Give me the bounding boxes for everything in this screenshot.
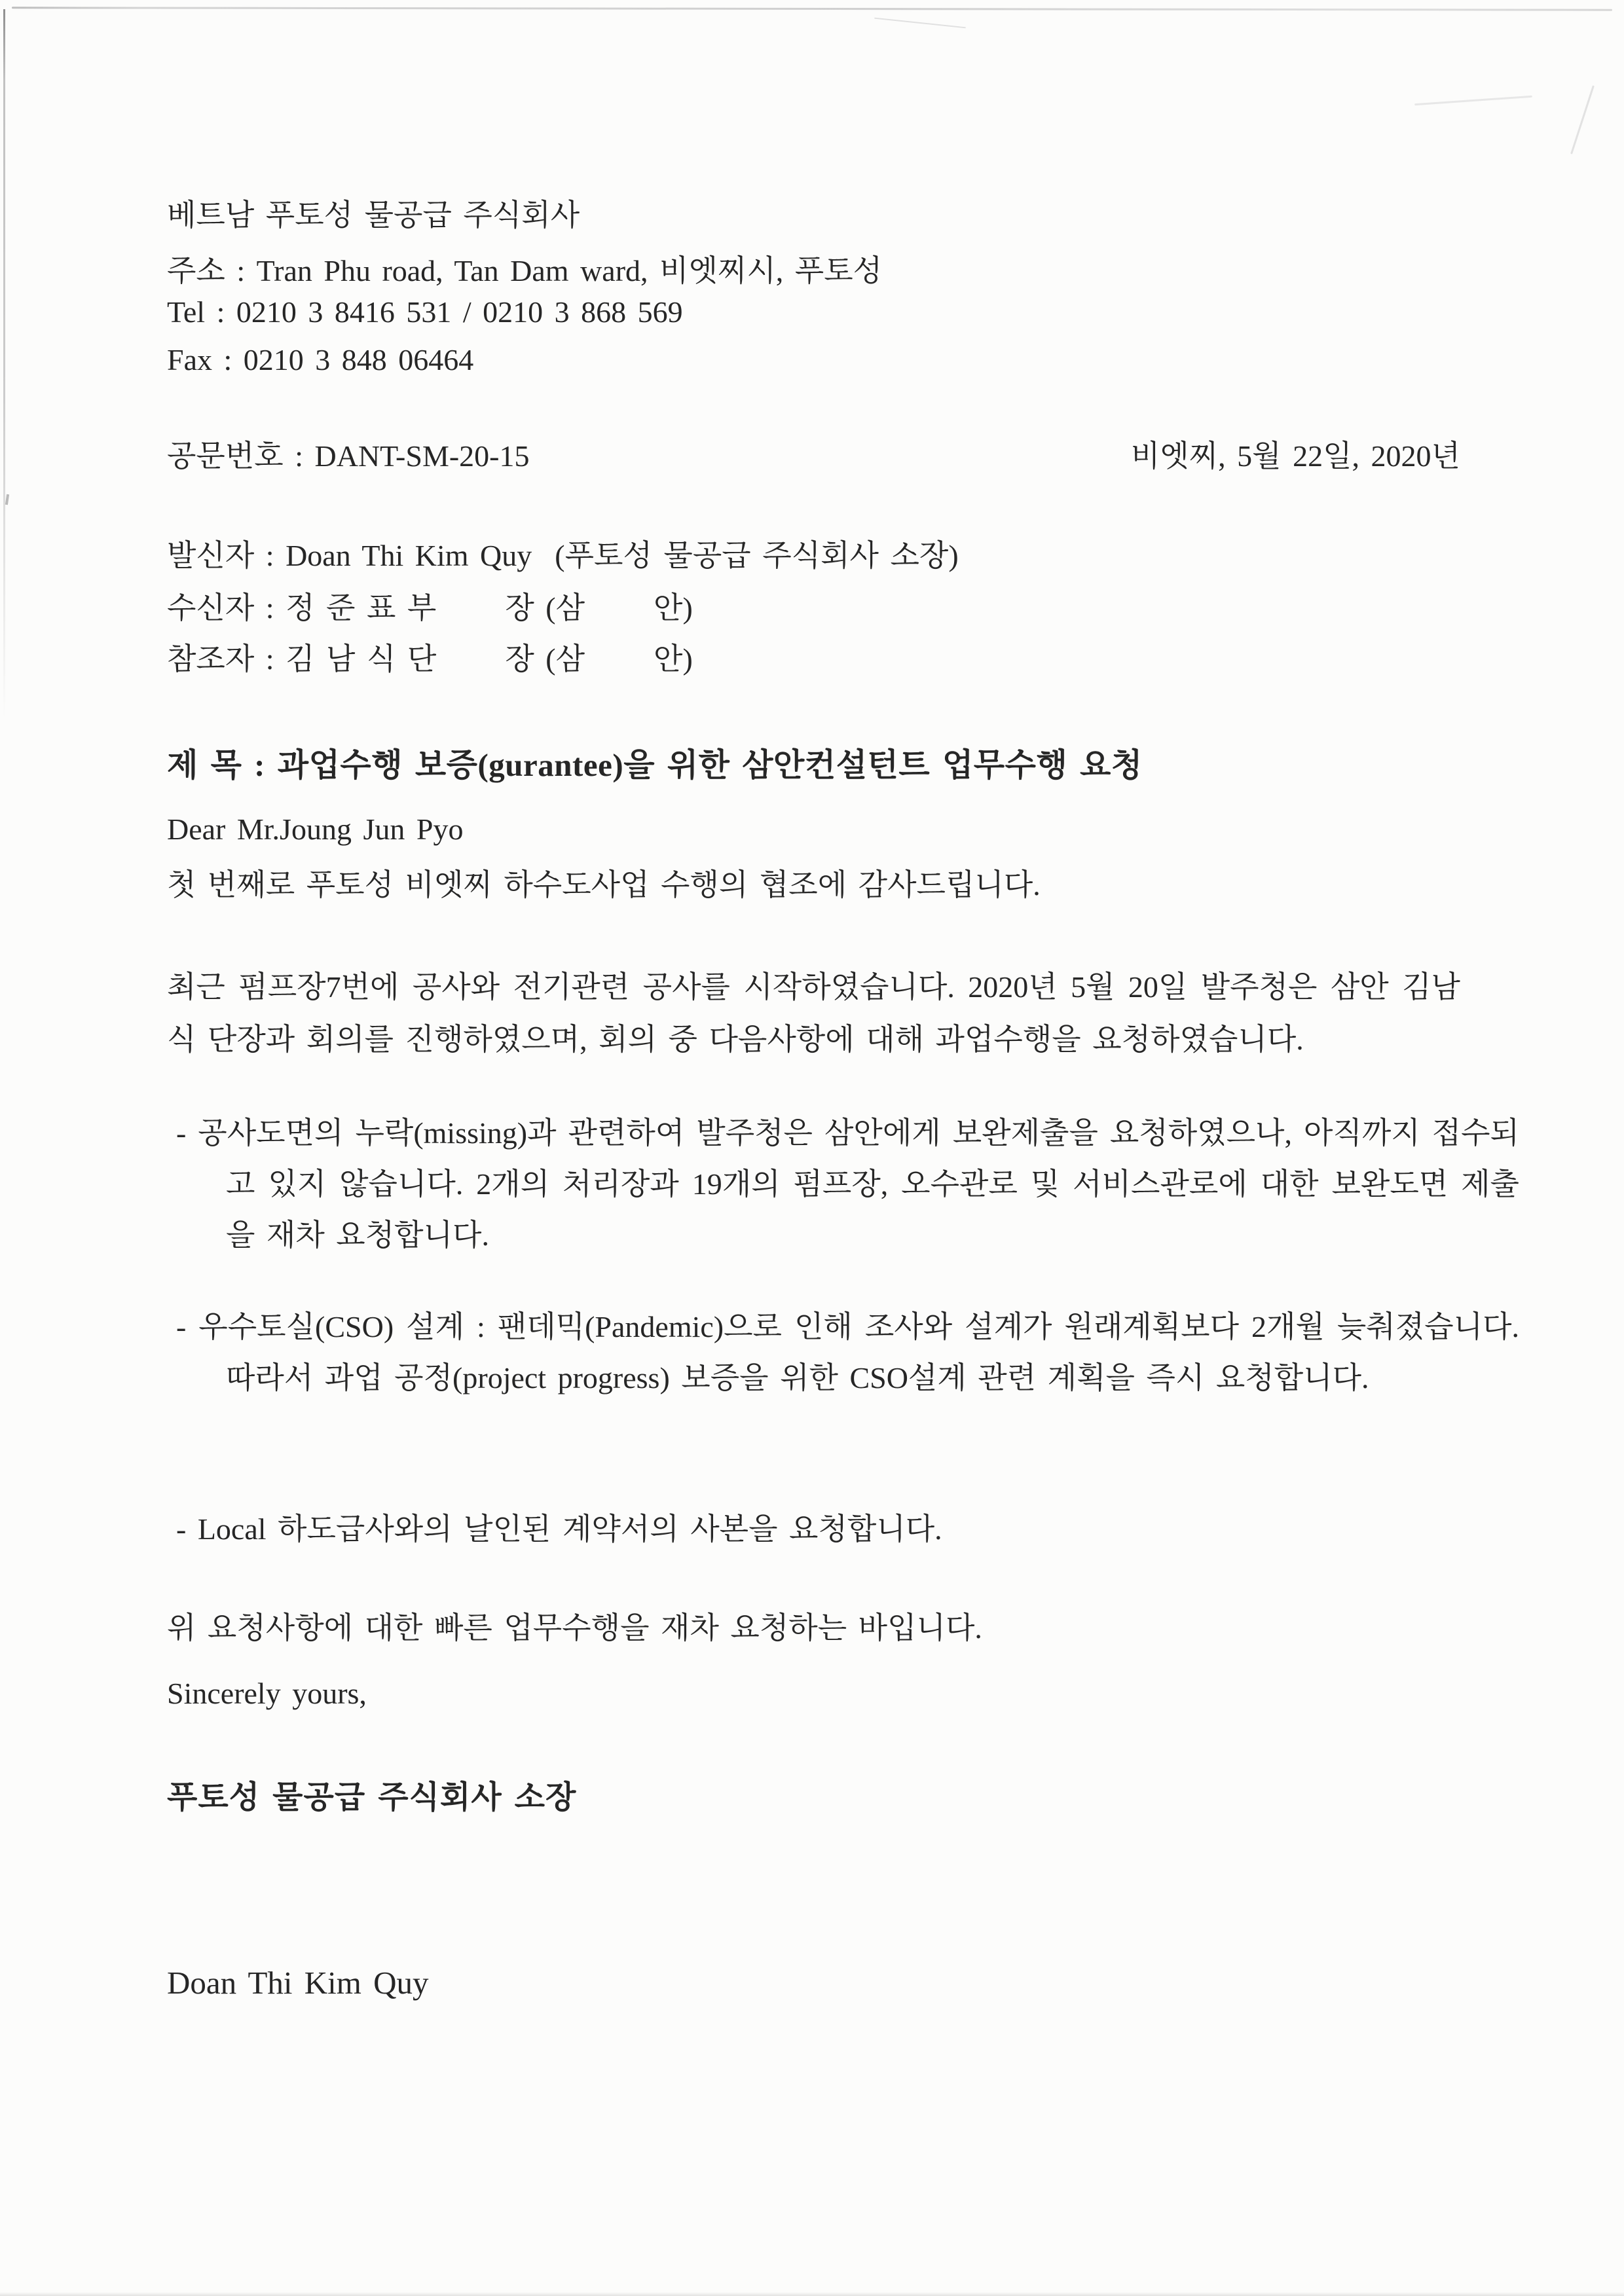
scan-left-edge-line: [3, 9, 5, 720]
subject-line: 제 목 : 과업수행 보증(gurantee)을 위한 삼안컨설턴트 업무수행 요청: [167, 747, 1143, 783]
intro-sentence: 첫 번째로 푸토성 비엣찌 하수도사업 수행의 협조에 감사드립니다.: [167, 868, 1041, 902]
scan-top-edge-line: [12, 7, 1612, 10]
request-item-3: - Local 하도급사와의 날인된 계약서의 사본을 요청합니다.: [176, 1512, 942, 1546]
salutation-line: Dear Mr.Joung Jun Pyo: [167, 812, 464, 846]
document-date: 비엣찌, 5월 22일, 2020년: [1130, 439, 1460, 473]
signature-name: Doan Thi Kim Quy: [167, 1965, 429, 2001]
reference-row: [167, 432, 1460, 475]
sender-line: 발신자 : Doan Thi Kim Quy (푸토성 물공급 주식회사 소장): [167, 539, 959, 572]
scan-top-edge-line-dip: [874, 18, 965, 29]
scan-smudge-top-right: [1414, 96, 1532, 106]
scan-left-edge-speck: [5, 494, 9, 505]
closing-request-line: 위 요청사항에 대한 빠른 업무수행을 재차 요청하는 바입니다.: [167, 1611, 982, 1645]
signoff-line: Sincerely yours,: [167, 1677, 367, 1710]
letterhead-fax-line: Fax : 0210 3 848 06464: [167, 343, 474, 376]
letterhead-address-line: 주소 : Tran Phu road, Tan Dam ward, 비엣찌시, 푸토성: [167, 254, 883, 287]
request-item-1: - 공사도면의 누락(missing)과 관련하여 발주청은 삼안에게 보완제출을 요청하였으나, 아직까지 접수되고 있지 않습니다. 2개의 처리장과 19개의 펌프장, 오수관로 및 서비스관로에 대한 보완도면 제출을 재차 요청합니다.: [176, 1116, 1519, 1252]
scan-bottom-edge-shade: [0, 2292, 1624, 2296]
letterhead-tel-line: Tel : 0210 3 8416 531 / 0210 3 868 569: [167, 295, 683, 329]
letterhead-company-name: 베트남 푸토성 물공급 주식회사: [167, 198, 580, 232]
cc-line: 참조자 : 김 남 식 단 장 (삼 안): [167, 642, 693, 676]
body-paragraph: 최근 펌프장7번에 공사와 전기관련 공사를 시작하였습니다. 2020년 5월 20일 발주청은 삼안 김남식 단장과 회의를 진행하였으며, 회의 중 다음사항에 대해 과업수행을 요청하였습니다.: [167, 970, 1460, 1056]
document-number: 공문번호 : DANT-SM-20-15: [167, 439, 530, 473]
scan-smudge-top-right-2: [1570, 85, 1595, 155]
signature-title: 푸토성 물공급 주식회사 소장: [167, 1780, 577, 1815]
request-item-2: - 우수토실(CSO) 설계 : 팬데믹(Pandemic)으로 인해 조사와 설계가 원래계획보다 2개월 늦춰졌습니다. 따라서 과업 공정(project progress) 보증을 위한 CSO설계 관련 계획을 즉시 요청합니다.: [176, 1310, 1519, 1394]
recipient-line: 수신자 : 정 준 표 부 장 (삼 안): [167, 591, 693, 625]
